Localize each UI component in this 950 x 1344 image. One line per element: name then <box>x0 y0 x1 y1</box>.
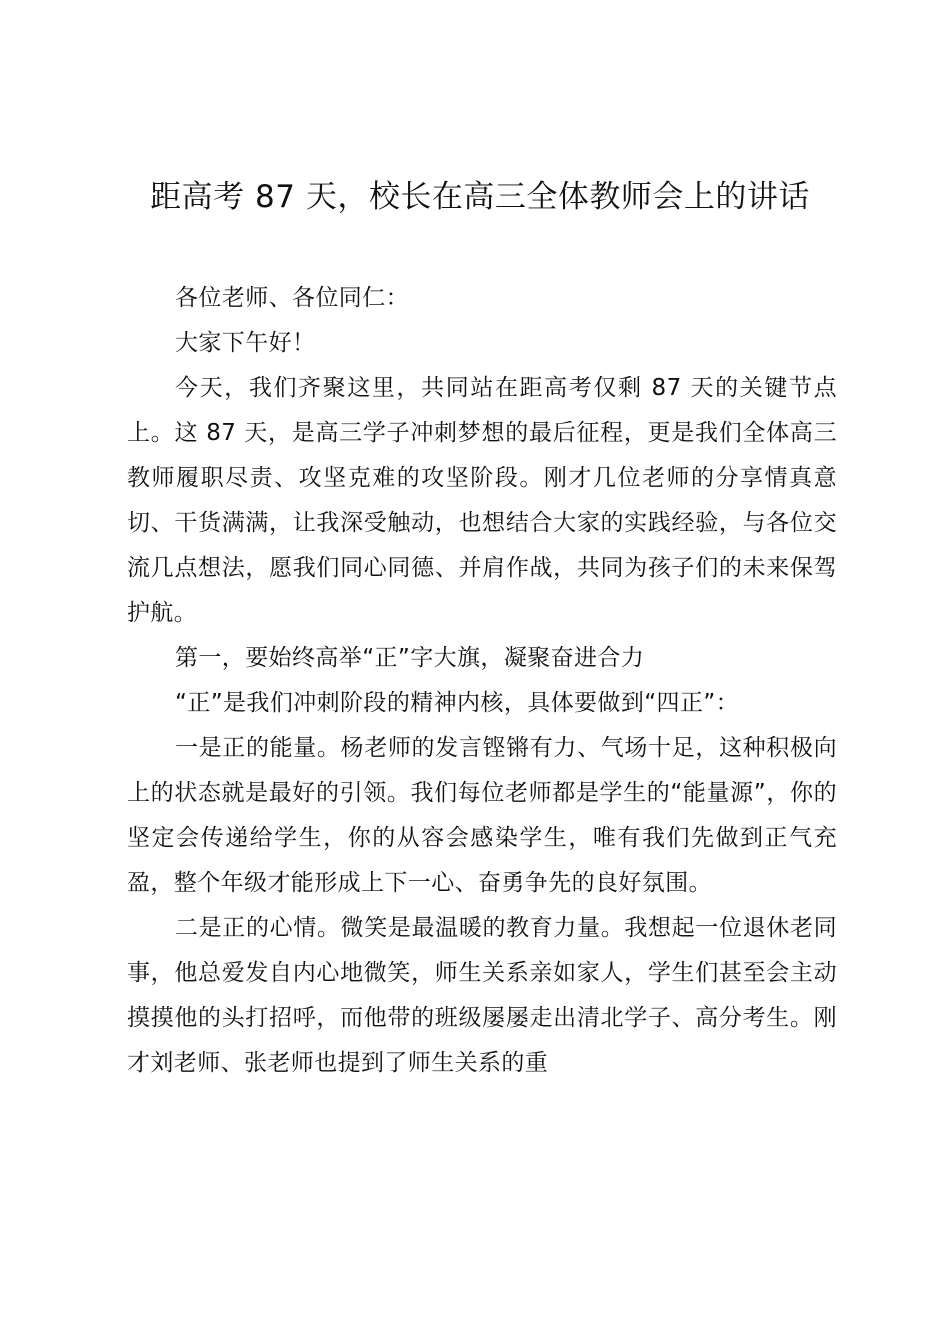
paragraph-salutation: 各位老师、各位同仁： <box>175 285 409 311</box>
paragraph-positive-mood: 二是正的心情。微笑是最温暖的教育力量。我想起一位退休老同事，他总爱发自内心地微笑，师生关系亲如家人，学生们甚至会主动摸摸他的头打招呼，而他带的班级屡屡走出清北学子、高分考生。刚才刘老师、张老师也提到了师生关系的重 <box>127 915 837 1076</box>
paragraph-greeting: 大家下午好！ <box>175 330 316 356</box>
paragraph-positive-energy: 一是正的能量。杨老师的发言铿锵有力、气场十足，这种积极向上的状态就是最好的引领。我们每位老师都是学生的“能量源”，你的坚定会传递给学生，你的从容会感染学生，唯有我们先做到正气充盈，整个年级才能形成上下一心、奋勇争先的良好氛围。 <box>127 735 837 896</box>
paragraph-four-zheng: “正”是我们冲刺阶段的精神内核，具体要做到“四正”： <box>175 690 740 716</box>
section-heading-first: 第一，要始终高举“正”字大旗，凝聚奋进合力 <box>175 645 645 671</box>
document-body <box>127 276 837 1086</box>
paragraph-introduction: 今天，我们齐聚这里，共同站在距高考仅剩 87 天的关键节点上。这 87 天，是高三学子冲刺梦想的最后征程，更是我们全体高三教师履职尽责、攻坚克难的攻坚阶段。刚才几位老师的分享情真意切、干货满满，让我深受触动，也想结合大家的实践经验，与各位交流几点想法，愿我们同心同德、并肩作战，共同为孩子们的未来保驾护航。 <box>127 375 837 626</box>
document-title: 距高考 87 天，校长在高三全体教师会上的讲话 <box>150 179 810 215</box>
